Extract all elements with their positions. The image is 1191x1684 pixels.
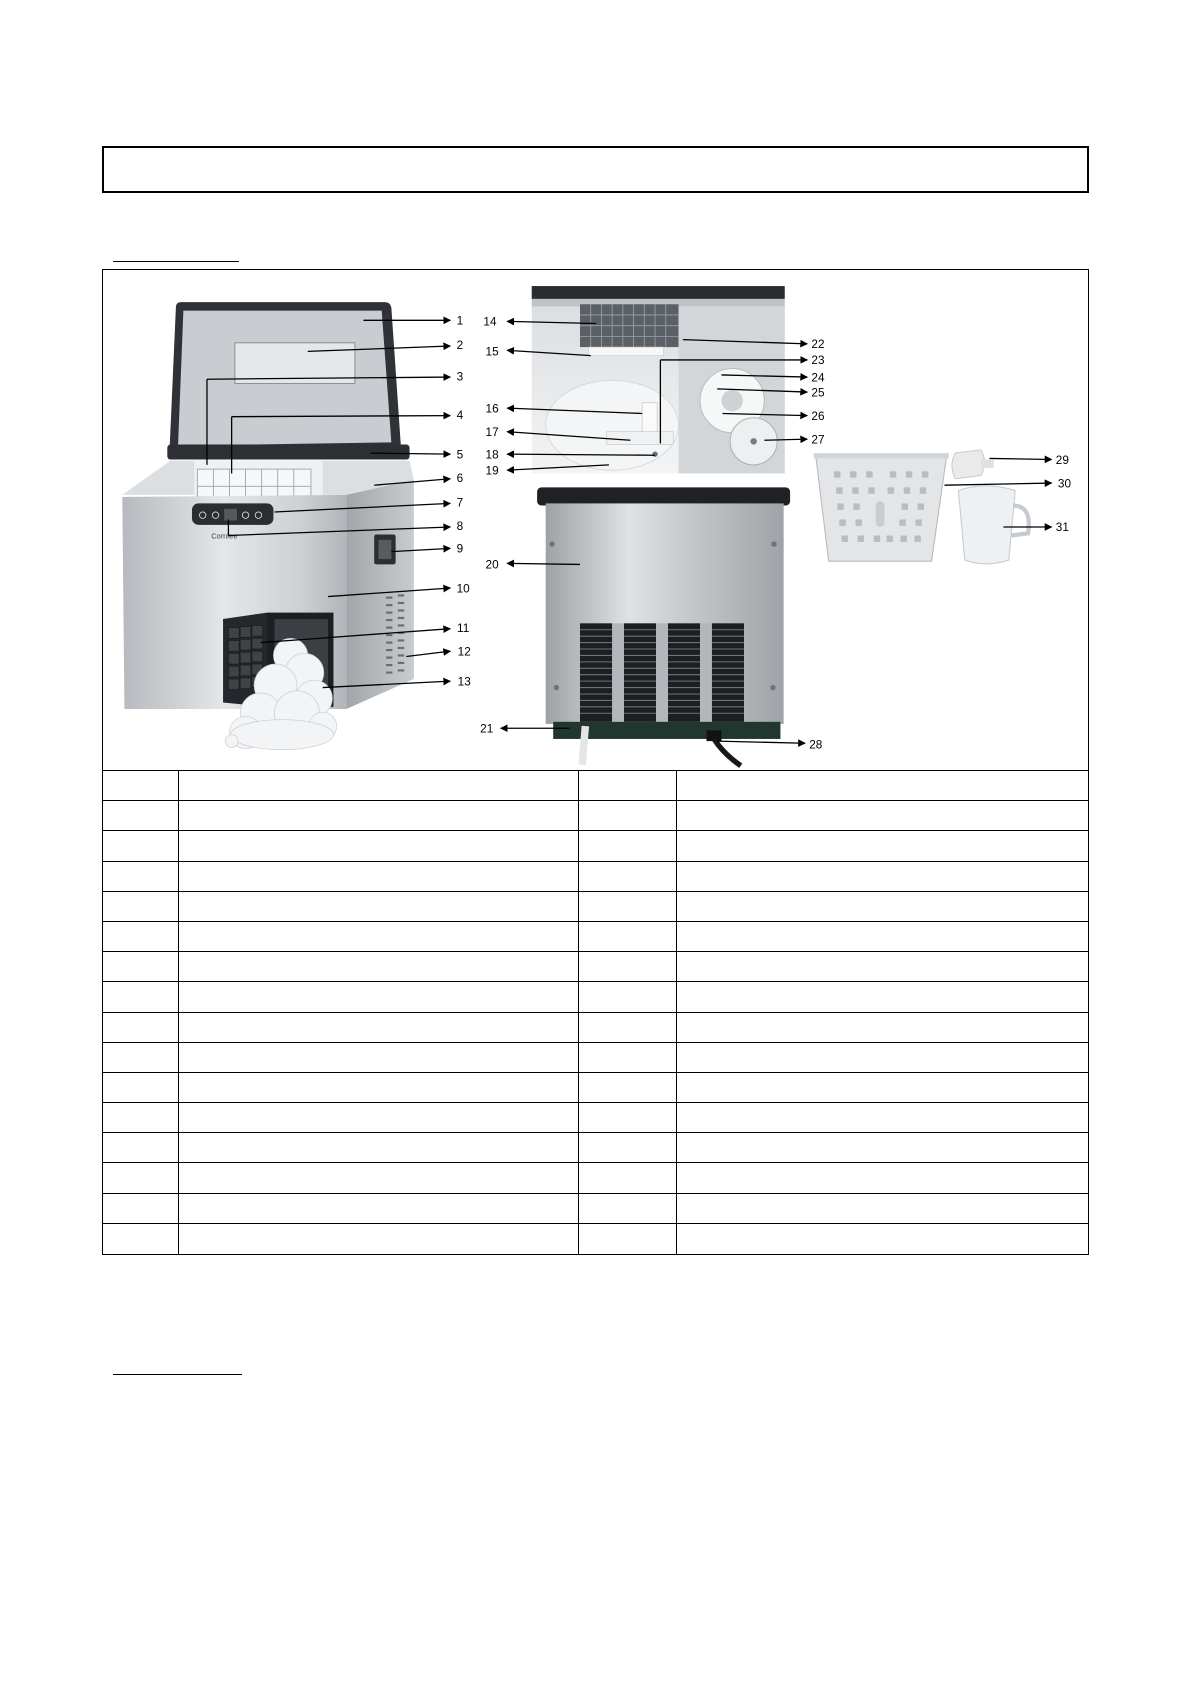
part-name-cell [676,1163,1088,1193]
accessories-photo [814,450,1029,564]
part-number-cell [103,1133,178,1163]
parts-table-body [103,771,1088,1254]
side-handle [374,534,395,564]
ice-shovel-bar [589,347,664,356]
callout-label-6: 6 [456,471,464,485]
callout-label-23: 23 [811,354,825,368]
part-name-cell [676,1133,1088,1163]
part-number-cell [103,1193,178,1223]
table-row [103,1133,1088,1163]
top-rim [167,445,409,460]
parts-diagram-svg [103,270,1087,770]
table-row [103,1072,1088,1102]
part-number-cell [103,831,178,861]
part-name-cell [676,831,1088,861]
callout-label-8: 8 [456,520,464,534]
measuring-cup [958,486,1028,564]
water-pump-cover [607,432,673,445]
callout-label-19: 19 [485,464,499,478]
brand-logo-text: Comfee [211,531,238,541]
table-row [103,1223,1088,1253]
callout-label-21: 21 [480,722,494,736]
back-vents [580,623,744,722]
part-number-cell [103,1163,178,1193]
part-name-cell [676,1103,1088,1133]
callout-label-22: 22 [811,338,825,352]
callout-label-17: 17 [485,425,499,439]
water-reservoir [546,380,679,470]
part-name-cell [676,801,1088,831]
callout-label-25: 25 [811,386,825,400]
part-number-cell [578,1042,676,1072]
ice-basket [814,453,949,561]
ice-scoop [952,450,994,479]
part-name-cell [676,952,1088,982]
part-name-cell [676,1193,1088,1223]
callout-label-1: 1 [456,314,464,328]
part-name-cell [676,1012,1088,1042]
part-name-cell [178,1103,578,1133]
callout-label-20: 20 [485,558,499,572]
callout-arrow-30 [944,483,1051,485]
part-number-cell [578,831,676,861]
part-name-cell [676,861,1088,891]
drain-tube [582,726,585,765]
table-row [103,921,1088,951]
part-name-cell [178,801,578,831]
part-name-cell [178,1133,578,1163]
part-number-cell [578,921,676,951]
control-panel [192,503,273,524]
interior-top-edge [532,286,785,299]
callout-label-18: 18 [485,448,499,462]
callout-label-31: 31 [1055,521,1069,535]
part-number-cell [103,1072,178,1102]
part-name-cell [676,1072,1088,1102]
callout-label-16: 16 [485,402,499,416]
part-number-cell [578,1223,676,1253]
section-heading-underline [113,261,239,262]
part-number-cell [103,1223,178,1253]
part-number-cell [578,1193,676,1223]
part-number-cell [103,1012,178,1042]
table-row [103,1012,1088,1042]
parts-diagram [103,270,1088,770]
part-number-cell [578,1163,676,1193]
part-number-cell [578,1133,676,1163]
callout-label-30: 30 [1057,477,1072,491]
ice-maker-back-photo [537,487,790,765]
part-number-cell [103,891,178,921]
part-name-cell [178,1193,578,1223]
table-row [103,861,1088,891]
callout-label-27: 27 [811,433,825,447]
callout-label-24: 24 [811,371,825,385]
callout-label-13: 13 [457,675,471,689]
part-name-cell [676,771,1088,801]
evaporator [580,304,679,347]
part-number-cell [103,921,178,951]
part-name-cell [178,831,578,861]
ice-maker-front-photo [122,302,414,750]
part-name-cell [676,891,1088,921]
table-row [103,891,1088,921]
table-row [103,1193,1088,1223]
callout-label-7: 7 [456,496,464,510]
callout-label-11: 11 [457,621,470,635]
part-name-cell [178,952,578,982]
back-lid [537,487,790,505]
part-name-cell [676,1223,1088,1253]
part-number-cell [578,982,676,1012]
part-number-cell [578,801,676,831]
part-number-cell [103,982,178,1012]
callout-label-28: 28 [809,738,823,752]
part-number-cell [103,861,178,891]
callout-label-10: 10 [456,582,470,596]
callout-label-29: 29 [1055,453,1069,467]
callout-arrow-28 [717,741,805,743]
callout-label-12: 12 [457,645,471,659]
part-name-cell [178,861,578,891]
callout-label-15: 15 [485,345,499,359]
table-row [103,771,1088,801]
part-name-cell [178,1072,578,1102]
table-row [103,952,1088,982]
part-number-cell [103,771,178,801]
callout-label-5: 5 [456,448,464,462]
callout-label-2: 2 [456,339,464,353]
part-number-cell [578,771,676,801]
callout-label-3: 3 [456,370,464,384]
table-row [103,1042,1088,1072]
part-name-cell [178,1223,578,1253]
part-name-cell [178,1163,578,1193]
part-number-cell [578,952,676,982]
part-name-cell [178,891,578,921]
part-number-cell [578,1103,676,1133]
parts-figure-and-table [102,269,1089,1255]
part-number-cell [103,1103,178,1133]
table-row [103,1103,1088,1133]
callout-label-4: 4 [456,408,464,422]
section-heading-underline-2 [113,1374,242,1375]
part-number-cell [103,952,178,982]
part-number-cell [103,1042,178,1072]
part-name-cell [178,1042,578,1072]
part-number-cell [578,861,676,891]
power-cord [714,739,741,766]
part-number-cell [578,891,676,921]
parts-table [103,770,1088,1254]
part-name-cell [178,921,578,951]
title-box [102,146,1089,193]
part-name-cell [178,982,578,1012]
callout-label-14: 14 [483,315,497,329]
part-name-cell [676,921,1088,951]
part-name-cell [178,771,578,801]
table-row [103,982,1088,1012]
part-name-cell [676,982,1088,1012]
table-row [103,801,1088,831]
ice-maker-interior-photo [532,286,785,473]
lid-window [235,343,355,384]
part-name-cell [676,1042,1088,1072]
callout-label-26: 26 [811,409,825,423]
part-number-cell [578,1012,676,1042]
callout-label-9: 9 [456,542,464,556]
table-row [103,1163,1088,1193]
part-number-cell [578,1072,676,1102]
drain-hole [652,451,657,456]
part-number-cell [103,801,178,831]
table-row [103,831,1088,861]
callout-arrow-29 [989,458,1051,459]
part-name-cell [178,1012,578,1042]
